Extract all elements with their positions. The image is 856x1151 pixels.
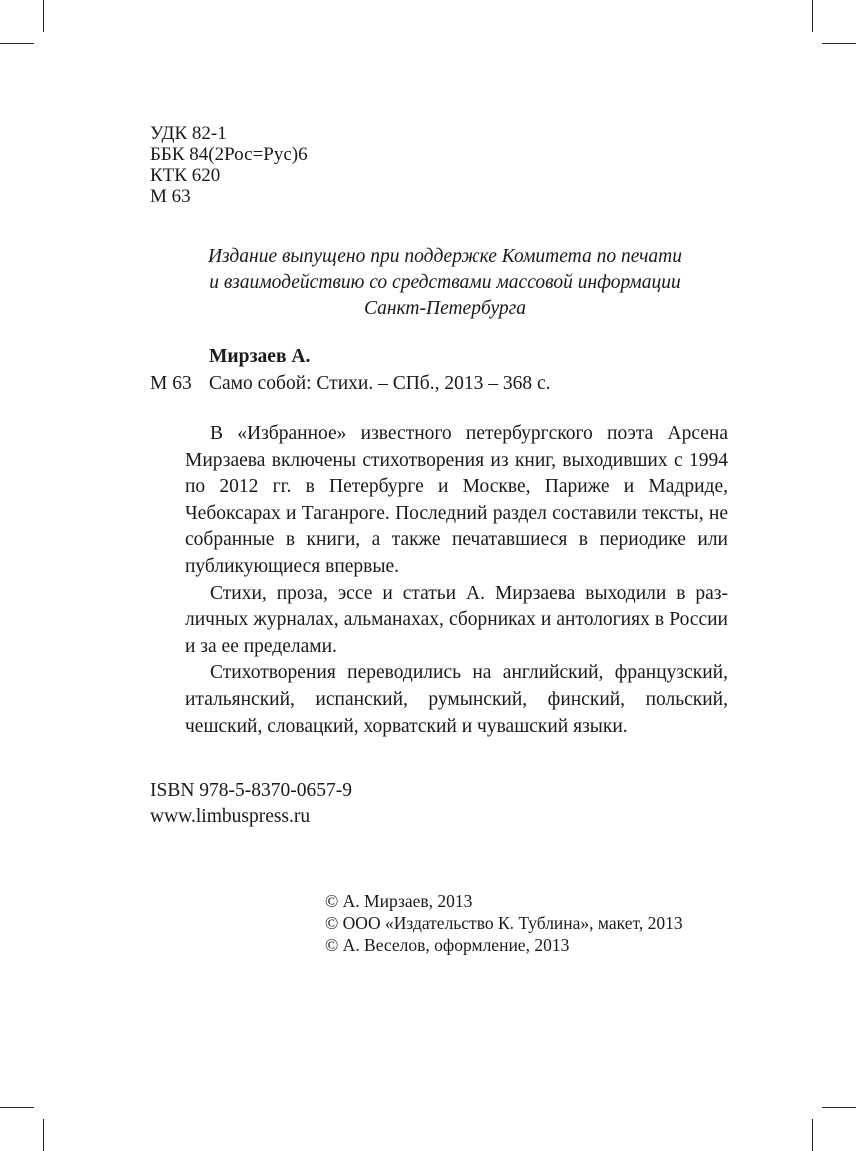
copyright-block	[325, 890, 683, 956]
annotation-paragraph-2: Стихи, проза, эссе и статьи А. Мирзаева выходили в различных журналах, альманахах, сборниках и антологиях в России и за ее пределами.	[185, 582, 728, 657]
crop-mark-top-left-vertical	[43, 0, 44, 32]
crop-mark-bottom-left-horizontal	[0, 1107, 34, 1108]
copyright-author: © А. Мирзаев, 2013	[325, 891, 473, 911]
annotation-paragraph-1: В «Избранное» известного петербургского поэта Арсена Мирзаева включены стихотворения из книг, выходивших с 1994 по 2012 гг. в Петербурге и Москве, Париже и Мадриде, Чебоксарах и Таганроге. Последний раздел составили тексты, не собранные в книги, а также печатавшиеся в периодике или публикующиеся впервые.	[185, 423, 728, 577]
crop-mark-top-right-vertical	[812, 0, 813, 32]
bibliographic-title: Само собой: Стихи. – СПб., 2013 – 368 с.	[209, 373, 551, 394]
udk-index: УДК 82-1	[150, 123, 227, 144]
bibliographic-entry	[150, 371, 551, 397]
annotation-paragraph-3: Стихотворения переводились на английский, французский, итальянский, испанский, румынский, финский, польский, чешский, словацкий, хорватский и чувашский языки.	[185, 662, 728, 737]
isbn: ISBN 978-5-8370-0657-9	[150, 780, 353, 801]
identifiers	[150, 778, 352, 830]
support-line-3: Санкт-Петербурга	[363, 298, 527, 319]
crop-mark-top-left-horizontal	[0, 43, 34, 44]
annotation	[185, 421, 728, 740]
support-line-1: Издание выпущено при поддержке Комитета по печати	[207, 246, 683, 267]
crop-mark-bottom-left-vertical	[43, 1119, 44, 1151]
catalog-indexes	[150, 123, 308, 207]
crop-mark-top-right-horizontal	[822, 43, 856, 44]
ktk-index: КТК 620	[150, 165, 221, 186]
website-link[interactable]: www.limbuspress.ru	[150, 806, 311, 827]
author-name: Мирзаев А.	[209, 346, 311, 367]
author-mark: М 63	[150, 186, 191, 207]
copyright-design: © А. Веселов, оформление, 2013	[325, 935, 570, 955]
support-note	[150, 244, 740, 322]
bibliographic-code: М 63	[150, 373, 192, 394]
crop-mark-bottom-right-horizontal	[822, 1107, 856, 1108]
copyright-publisher: © ООО «Издательство К. Тублина», макет, 2013	[325, 913, 683, 933]
support-line-2: и взаимодействию со средствами массовой информации	[209, 272, 681, 293]
bbk-index: ББК 84(2Рос=Рус)6	[150, 144, 308, 165]
crop-mark-bottom-right-vertical	[812, 1119, 813, 1151]
